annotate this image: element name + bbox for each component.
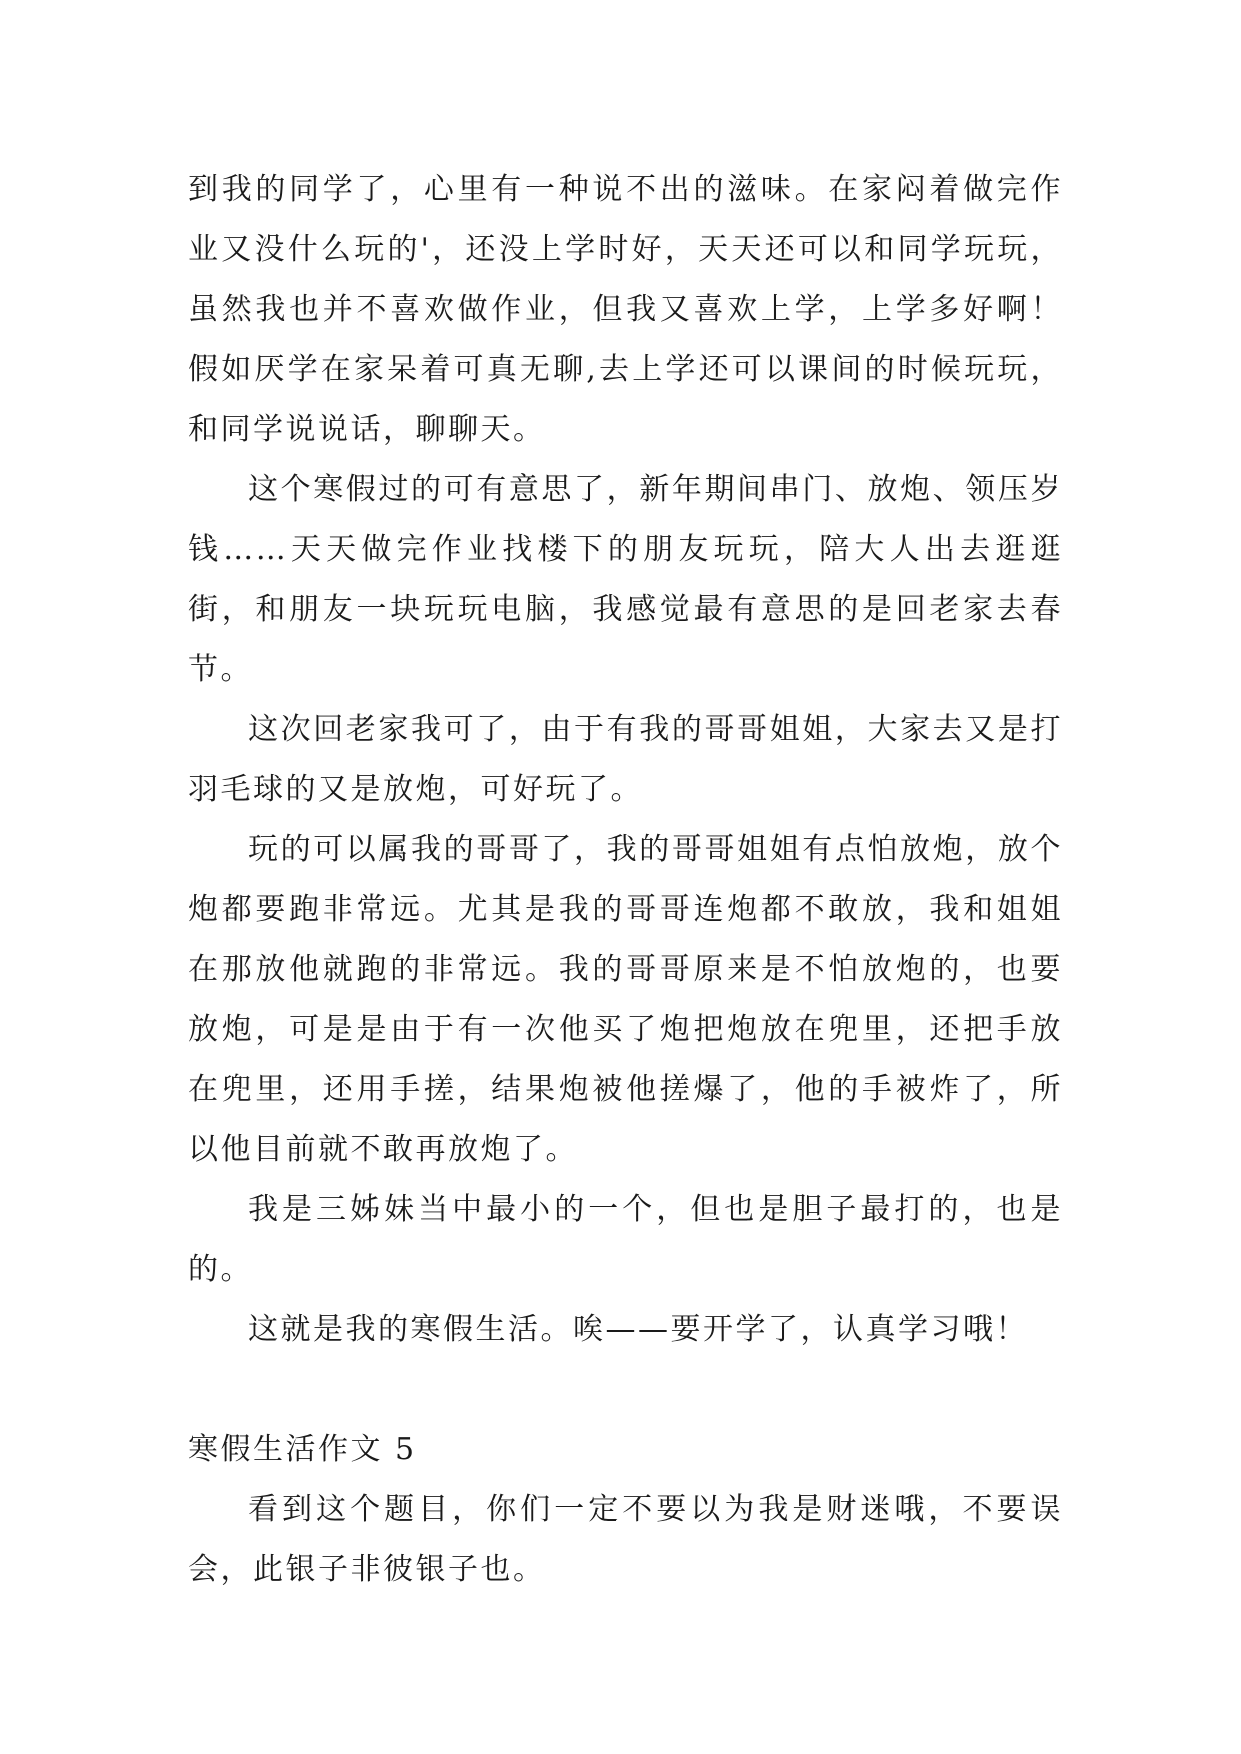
paragraph: 我是三姊妹当中最小的一个，但也是胆子最打的，也是的。 bbox=[188, 1192, 1063, 1287]
paragraph: 玩的可以属我的哥哥了，我的哥哥姐姐有点怕放炮，放个炮都要跑非常远。尤其是我的哥哥连炮都不敢放，我和姐姐在那放他就跑的非常远。我的哥哥原来是不怕放炮的，也要放炮，可是是由于有一次他买了炮把炮放在兜里，还把手放在兜里，还用手搓，结果炮被他搓爆了，他的手被炸了，所以他目前就不敢再放炮了。 bbox=[188, 832, 1063, 1167]
paragraph: 这个寒假过的可有意思了，新年期间串门、放炮、领压岁钱……天天做完作业找楼下的朋友玩玩，陪大人出去逛逛街，和朋友一块玩玩电脑，我感觉最有意思的是回老家去春节。 bbox=[188, 472, 1063, 687]
paragraph: 这就是我的寒假生活。唉——要开学了，认真学习哦！ bbox=[248, 1312, 1028, 1347]
paragraph: 这次回老家我可了，由于有我的哥哥姐姐，大家去又是打羽毛球的又是放炮，可好玩了。 bbox=[188, 712, 1063, 807]
paragraph: 看到这个题目，你们一定不要以为我是财迷哦，不要误会，此银子非彼银子也。 bbox=[188, 1492, 1063, 1587]
section-title: 寒假生活作文 5 bbox=[188, 1432, 417, 1467]
paragraph: 到我的同学了，心里有一种说不出的滋味。在家闷着做完作业又没什么玩的'，还没上学时好，天天还可以和同学玩玩，虽然我也并不喜欢做作业，但我又喜欢上学，上学多好啊！假如厌学在家呆着可真无聊,去上学还可以课间的时候玩玩，和同学说说话，聊聊天。 bbox=[188, 172, 1063, 447]
document-page bbox=[188, 160, 1063, 1600]
